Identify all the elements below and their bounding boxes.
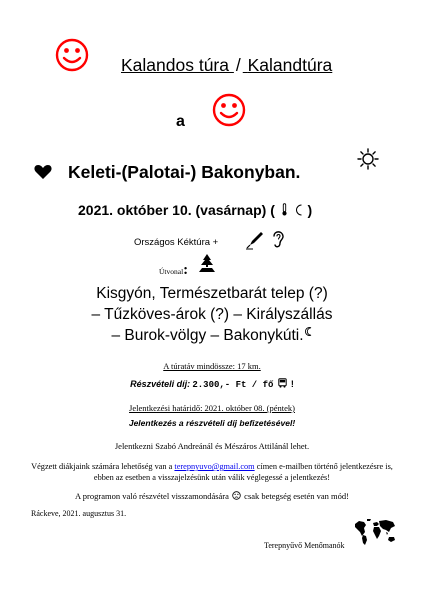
region-heading: Keleti-(Palotai-) Bakonyban. <box>68 162 301 182</box>
heart-icon <box>34 164 52 180</box>
route-label-colon: : <box>183 262 189 278</box>
event-date <box>78 202 312 218</box>
route-line-text: – Burok-völgy – Bakonykúti. <box>111 327 304 344</box>
route-line: Kisgyón, Természetbarát telep (?) <box>96 285 328 302</box>
signature: Terepnyűvő Menőmanók <box>264 541 345 550</box>
event-date-text: 2021. október 10. (vasárnap) ( <box>78 202 275 218</box>
route-line <box>0 325 424 346</box>
fee-value: 2.300,- Ft / fő <box>192 380 274 390</box>
moon-icon <box>305 327 313 336</box>
cancel-after: csak betegség esetén van mód! <box>244 491 349 501</box>
pen-icon <box>244 230 264 250</box>
distance: A túratáv mindössze: 17 km. <box>163 361 261 371</box>
route-line: – Tűzköves-árok (?) – Királyszállás <box>91 306 333 323</box>
smiley-icon <box>212 93 246 127</box>
email-text-after: címen e-mailben történő jelentkezésre is, <box>256 462 393 471</box>
trail-icon <box>198 253 216 273</box>
fee-line <box>0 378 424 390</box>
moon-icon <box>294 204 304 216</box>
ear-icon <box>270 228 286 250</box>
title-separator: / <box>235 55 241 75</box>
title-part1: Kalandos túra <box>121 55 229 75</box>
email-line-2: ebben az esetben a visszajelzésünk után válik véglegessé a jelentkezés! <box>93 473 331 482</box>
email-line <box>0 461 424 472</box>
route-description <box>0 283 424 346</box>
route-label-text: Útvonal <box>159 267 184 276</box>
bus-icon <box>278 378 287 388</box>
fee-label: Részvételi díj: <box>130 379 191 389</box>
deadline: Jelentkezési határidő: 2021. október 08. (péntek) <box>129 403 295 413</box>
email-paragraph <box>0 461 424 483</box>
route-label <box>159 262 188 279</box>
sad-face-icon <box>232 491 241 500</box>
event-date-close: ) <box>307 202 313 218</box>
title-connector: a <box>176 113 185 130</box>
kektura-label: Országos Kéktúra + <box>134 237 219 248</box>
cancellation <box>0 491 424 501</box>
smiley-icon <box>55 38 89 72</box>
sun-icon <box>357 148 379 170</box>
contact: Jelentkezni Szabó Andreánál és Mészáros Attilánál lehet. <box>114 441 310 451</box>
title-part2: Kalandtúra <box>247 55 333 75</box>
title-line <box>121 55 332 76</box>
email-text-before: Végzett diákjaink számára lehetőség van a <box>31 462 173 471</box>
fee-end: ! <box>290 379 294 389</box>
world-map-icon <box>353 518 397 546</box>
email-link[interactable]: terepnyuvo@gmail.com <box>174 462 255 471</box>
place-date: Ráckeve, 2021. augusztus 31. <box>31 509 127 518</box>
cancel-before: A programon való részvétel visszamondására <box>75 491 229 501</box>
payment-note: Jelentkezés a részvételi díj befizetésével! <box>128 418 296 428</box>
thermometer-icon <box>281 203 288 216</box>
